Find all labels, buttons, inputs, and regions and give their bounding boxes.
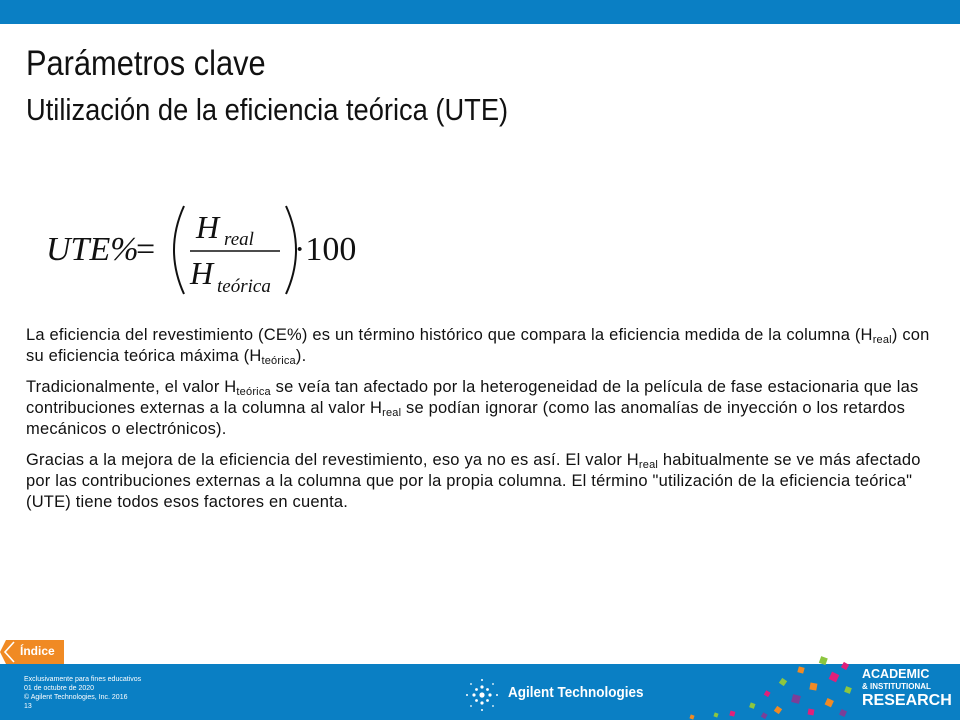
footer-info: Exclusivamente para fines educativos 01 de octubre de 2020 © Agilent Technologies, Inc. 2016 13 bbox=[24, 676, 142, 710]
index-button[interactable] bbox=[0, 640, 64, 664]
ute-formula bbox=[40, 198, 370, 302]
chevron-left-icon bbox=[0, 640, 20, 664]
paragraph-ce: La eficiencia del revestimiento (CE%) es un término histórico que compara la eficiencia medida de la columna $(H_{real})$ con su eficiencia teórica máxima $(H_{teórica})$. bbox=[26, 326, 930, 367]
formula-denominator: H bbox=[190, 255, 214, 291]
index-label: Índice bbox=[20, 644, 55, 658]
formula-equals: = bbox=[136, 231, 156, 268]
page-title: Parámetros clave bbox=[26, 44, 266, 83]
agilent-brand: Agilent Technologies bbox=[508, 684, 644, 701]
formula-factor: ·100 bbox=[294, 231, 357, 268]
page-subtitle: Utilización de la eficiencia teórica (UTE) bbox=[26, 92, 509, 127]
paragraph-traditional: Tradicionalmente, el valor $H_{teórica}$ se veía tan afectado por la heterogeneidad de la película de fase estacionaria que las contribuciones externas a la columna al valor $H_{real}$ se podían ignorar (como las anomalías de inyección o los retardos mecánicos o electrónicos). bbox=[26, 378, 919, 438]
page-number: 13 bbox=[24, 703, 32, 710]
formula-numerator: H bbox=[196, 209, 220, 245]
formula-numerator-sub: real bbox=[224, 229, 254, 250]
academic-research-badge: ACADEMIC & INSTITUTIONAL RESEARCH bbox=[862, 667, 952, 709]
agilent-spark-icon bbox=[462, 675, 502, 715]
top-bar bbox=[0, 0, 960, 24]
formula-lhs: UTE% bbox=[46, 231, 139, 268]
decorative-pixels bbox=[680, 655, 860, 720]
formula-denominator-sub: teórica bbox=[217, 276, 271, 297]
formula-left-paren bbox=[174, 206, 184, 294]
paragraph-ute: Gracias a la mejora de la eficiencia del revestimiento, eso ya no es así. El valor $H_{real}$ habitualmente se ve más afectado por las contribuciones externas a la columna que por la propia columna. El término "utilización de la eficiencia teórica" (UTE) tiene todos esos factores en cuenta. bbox=[26, 451, 921, 511]
body-text bbox=[26, 325, 931, 523]
